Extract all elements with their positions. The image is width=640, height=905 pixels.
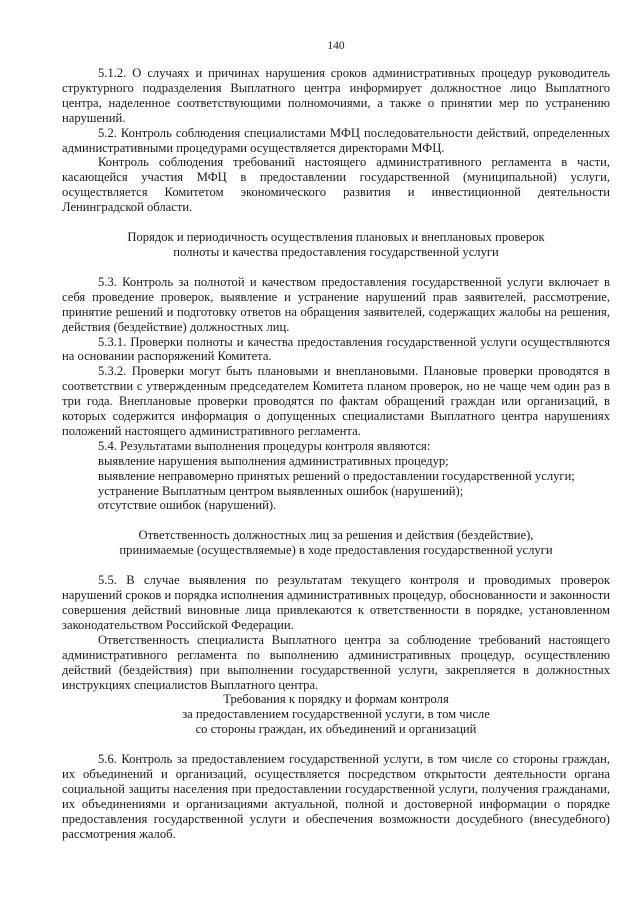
- paragraph-5-3-2: 5.3.2. Проверки могут быть плановыми и внеплановыми. Плановые проверки проводятся в соответствии с утвержденным председателем Комитета планом проверок, но не чаще чем один раз в три года. Внеплановые проверки проводятся по фактам обращений граждан или организаций, в которых содержится информация о допущенных специалистами Выплатного центра нарушениях положений настоящего административного регламента.: [62, 364, 610, 438]
- heading-checks-order: [62, 230, 610, 260]
- heading-control-requirements: [62, 692, 610, 737]
- list-item: отсутствие ошибок (нарушений).: [98, 498, 277, 513]
- list-item: устранение Выплатным центром выявленных ошибок (нарушений);: [98, 483, 464, 498]
- heading-line: Требования к порядку и формам контроля: [223, 692, 449, 707]
- paragraph-5-4: 5.4. Результатами выполнения процедуры контроля являются:: [98, 438, 431, 453]
- heading-line: полноты и качества предоставления государственной услуги: [173, 244, 499, 259]
- heading-line: Порядок и периодичность осуществления плановых и внеплановых проверок: [127, 230, 545, 245]
- paragraph-5-5: 5.5. В случае выявления по результатам текущего контроля и проводимых проверок нарушений сроков и порядка исполнения административных процедур, обоснованности и законности совершения действий виновные лица привлекаются к ответственности в порядке, установленном законодательством Российской Федерации.: [62, 573, 610, 632]
- paragraph-5-6: 5.6. Контроль за предоставлением государственной услуги, в том числе со стороны граждан, их объединений и организаций, осуществляется посредством открытости деятельности органа социальной защиты населения при предоставлении государственной услуги, получения гражданами, их объединениями и организациями актуальной, полной и достоверной информации о порядке предоставления государственной услуги и обеспечения возможности досудебного (внесудебного) рассмотрения жалоб.: [62, 752, 610, 841]
- paragraph-5-2: 5.2. Контроль соблюдения специалистами МФЦ последовательности действий, определенных административными процедурами осуществляется директорами МФЦ.: [62, 125, 610, 155]
- paragraph-responsibility: Ответственность специалиста Выплатного центра за соблюдение требований настоящего административного регламента по выполнению административных процедур, осуществлению действий (бездействия) при выполнении государственной услуги, закрепляется в должностных инструкциях специалистов Выплатного центра.: [62, 632, 610, 692]
- heading-line: принимаемые (осуществляемые) в ходе предоставления государственной услуги: [119, 543, 553, 558]
- heading-officials-responsibility: [62, 528, 610, 558]
- results-list: [62, 454, 610, 514]
- heading-line: со стороны граждан, их объединений и организаций: [195, 722, 477, 737]
- paragraph-5-1-2: 5.1.2. О случаях и причинах нарушения сроков административных процедур руководитель структурного подразделения Выплатного центра информирует должностное лицо Выплатного центра, наделенное соответствующими полномочиями, а также о принятии мер по устранению нарушений.: [62, 66, 610, 125]
- document-body: [62, 66, 610, 842]
- heading-line: за предоставлением государственной услуги, в том числе: [182, 707, 490, 722]
- paragraph-5-3: 5.3. Контроль за полнотой и качеством предоставления государственной услуги включает в себя проведение проверок, выявление и устранение нарушений прав заявителей, рассмотрение, принятие решений и подготовку ответов на обращения заявителей, содержащих жалобы на решения, действия (бездействие) должностных лиц.: [62, 274, 610, 334]
- list-item: выявление неправомерно принятых решений о предоставлении государственной услуги;: [98, 468, 575, 483]
- list-item: выявление нарушения выполнения административных процедур;: [98, 453, 449, 468]
- heading-line: Ответственность должностных лиц за решения и действия (бездействие),: [138, 528, 534, 543]
- paragraph-5-3-1: 5.3.1. Проверки полноты и качества предоставления государственной услуги осуществляются на основании распоряжений Комитета.: [62, 334, 610, 364]
- page-number: 140: [327, 40, 345, 52]
- paragraph-mfc-control: Контроль соблюдения требований настоящего административного регламента в части, касающейся участия МФЦ в предоставлении государственной (муниципальной) услуги, осуществляется Комитетом экономического развития и инвестиционной деятельности Ленинградской области.: [62, 155, 610, 215]
